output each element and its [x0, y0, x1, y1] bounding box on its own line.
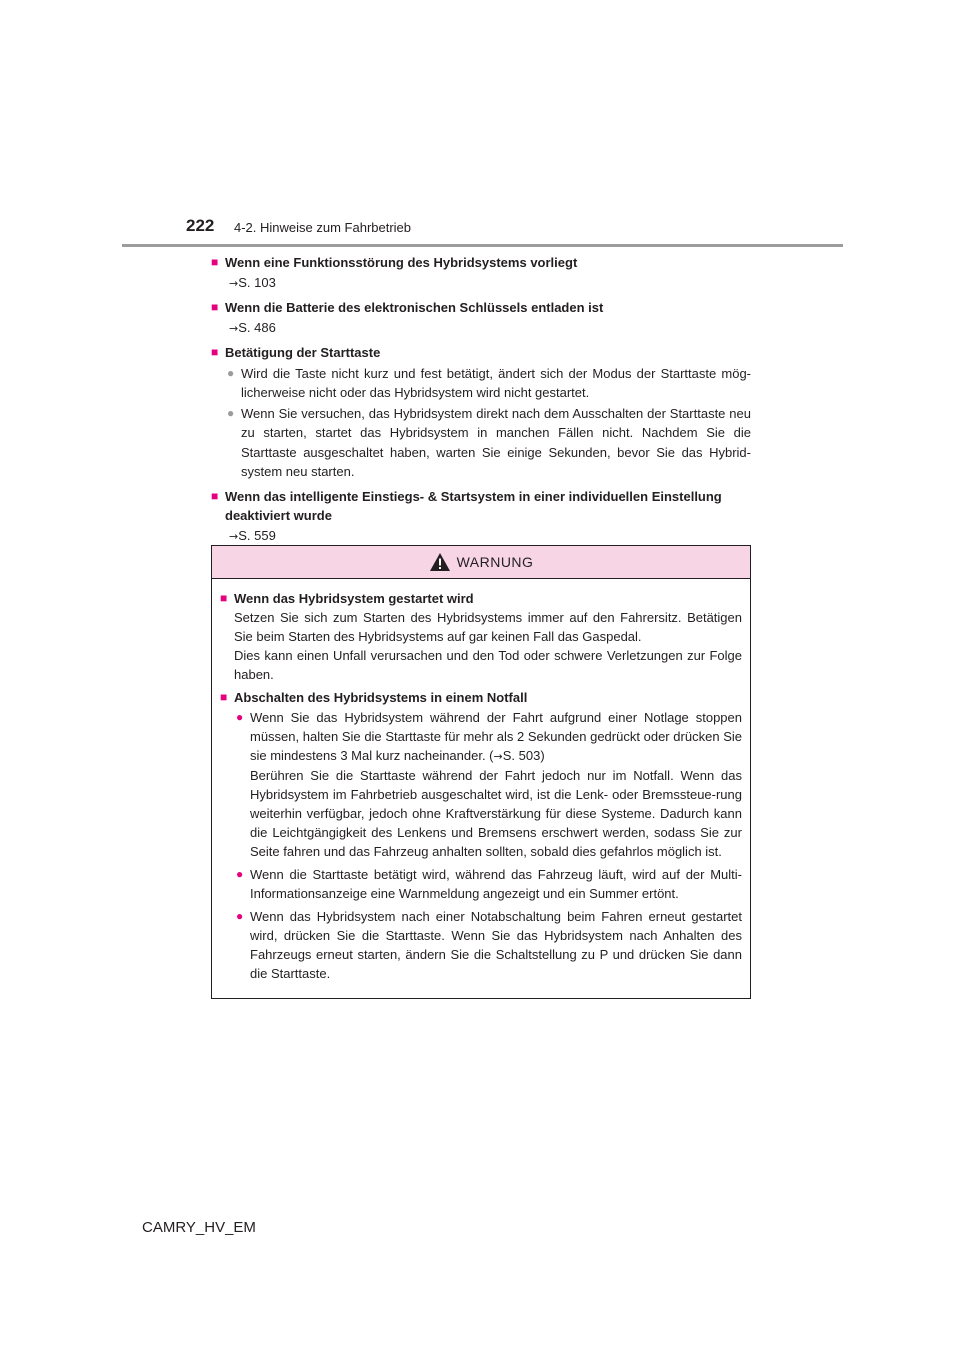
list-item	[220, 708, 742, 861]
warning-box	[211, 545, 751, 999]
warning-heading-text: Wenn das Hybridsystem gestartet wird	[234, 591, 474, 606]
arrow-icon: →	[229, 276, 239, 290]
list-item-text: Wenn Sie versuchen, das Hybridsystem direkt nach dem Ausschalten der Starttaste neu zu starten, startet das Hybridsystem in manchen Fällen nicht. Nachdem Sie die Starttaste ausgeschaltet haben, warten Sie einige Sekunden, bevor Sie das Hybrid-system neu starten.	[241, 405, 751, 479]
page-reference-text: S. 486	[238, 319, 276, 335]
warning-section-heading	[220, 589, 742, 608]
arrow-icon: →	[493, 750, 503, 763]
bullet-icon: ●	[227, 405, 235, 420]
arrow-icon: →	[229, 529, 239, 543]
info-block-start-button	[211, 343, 751, 482]
info-block-malfunction	[211, 253, 751, 293]
main-content	[211, 253, 751, 551]
square-marker: ■	[211, 255, 219, 269]
list-item	[220, 907, 742, 983]
bullet-icon: ●	[236, 909, 244, 923]
arrow-icon: →	[229, 321, 239, 335]
square-marker: ■	[211, 488, 219, 503]
page-reference	[211, 526, 751, 547]
footer-code: CAMRY_HV_EM	[142, 1219, 256, 1236]
square-marker: ■	[211, 300, 219, 314]
list-item	[211, 404, 751, 482]
square-marker: ■	[211, 345, 219, 359]
page-number: 222	[186, 216, 215, 235]
bullet-icon: ●	[236, 867, 244, 881]
list-item	[211, 364, 751, 403]
list-item	[220, 865, 742, 903]
warning-triangle-icon	[429, 552, 451, 572]
page-reference-text: S. 103	[238, 274, 276, 290]
block-heading: Wenn eine Funktionsstörung des Hybridsystems vorliegt	[225, 255, 578, 270]
block-heading: Wenn die Batterie des elektronischen Schlüssels entladen ist	[225, 300, 604, 315]
list-item-text: Wird die Taste nicht kurz und fest betätigt, ändert sich der Modus der Starttaste mög-licherweise nicht oder das Hybridsystem wird nicht gestartet.	[241, 365, 751, 400]
info-block-smart-entry	[211, 487, 751, 547]
warning-body	[212, 579, 750, 983]
info-block-key-battery	[211, 298, 751, 338]
warning-header	[212, 546, 750, 579]
block-heading: Wenn das intelligente Einstiegs- & Startsystem in einer individuellen Einstellung deaktiviert wurde	[225, 488, 722, 523]
warning-heading-text: Abschalten des Hybridsystems in einem Notfall	[234, 690, 528, 705]
list-item-text: Wenn Sie das Hybridsystem während der Fahrt aufgrund einer Notlage stoppen müssen, halten Sie die Starttaste für mehr als 2 Sekunden gedrückt oder drücken Sie sie mindestens 3 Mal kurz nacheinander. (→S. 503) Berühren Sie die Starttaste während der Fahrt jedoch nur im Notfall. Wenn das Hybridsystem im Fahrbetrieb ausgeschaltet wird, ist die Lenk- oder Bremssteue-rung weiterhin verfügbar, jedoch ohne Kraftverstärkung für diese Systeme. Dadurch kann die Leichtgängigkeit des Lenkens und Bremsens erschwert werden, sodass Sie zur Seite fahren und das Fahrzeug anhalten sollten, sobald dies gefahrlos möglich ist.	[250, 710, 742, 859]
bullet-icon: ●	[227, 365, 235, 380]
square-marker: ■	[220, 591, 228, 605]
page-reference	[211, 273, 751, 294]
warning-paragraph: Dies kann einen Unfall verursachen und den Tod oder schwere Verletzungen zur Folge haben.	[234, 648, 742, 682]
list-item-text: Wenn das Hybridsystem nach einer Notabschaltung beim Fahren erneut gestartet wird, drücken Sie die Starttaste. Wenn Sie das Hybridsystem nach Anhalten des Fahrzeugs erneut starten, ändern Sie die Schaltstellung zu P und drücken Sie dann die Starttaste.	[250, 909, 742, 981]
warning-section-heading	[220, 688, 742, 707]
bullet-icon: ●	[236, 710, 244, 724]
square-marker: ■	[220, 690, 228, 704]
header-rule	[122, 244, 843, 247]
page-reference	[211, 318, 751, 339]
block-heading: Betätigung der Starttaste	[225, 345, 381, 360]
section-title: 4-2. Hinweise zum Fahrbetrieb	[234, 220, 412, 235]
list-item-text: Wenn die Starttaste betätigt wird, während das Fahrzeug läuft, wird auf der Multi-Informationsanzeige eine Warnmeldung angezeigt und ein Summer ertönt.	[250, 867, 742, 901]
warning-paragraph: Setzen Sie sich zum Starten des Hybridsystems immer auf den Fahrersitz. Betätigen Sie beim Starten des Hybridsystems auf gar keinen Fall das Gaspedal.	[234, 610, 742, 644]
warning-title: WARNUNG	[456, 554, 534, 570]
page-reference-text: S. 559	[238, 527, 276, 543]
